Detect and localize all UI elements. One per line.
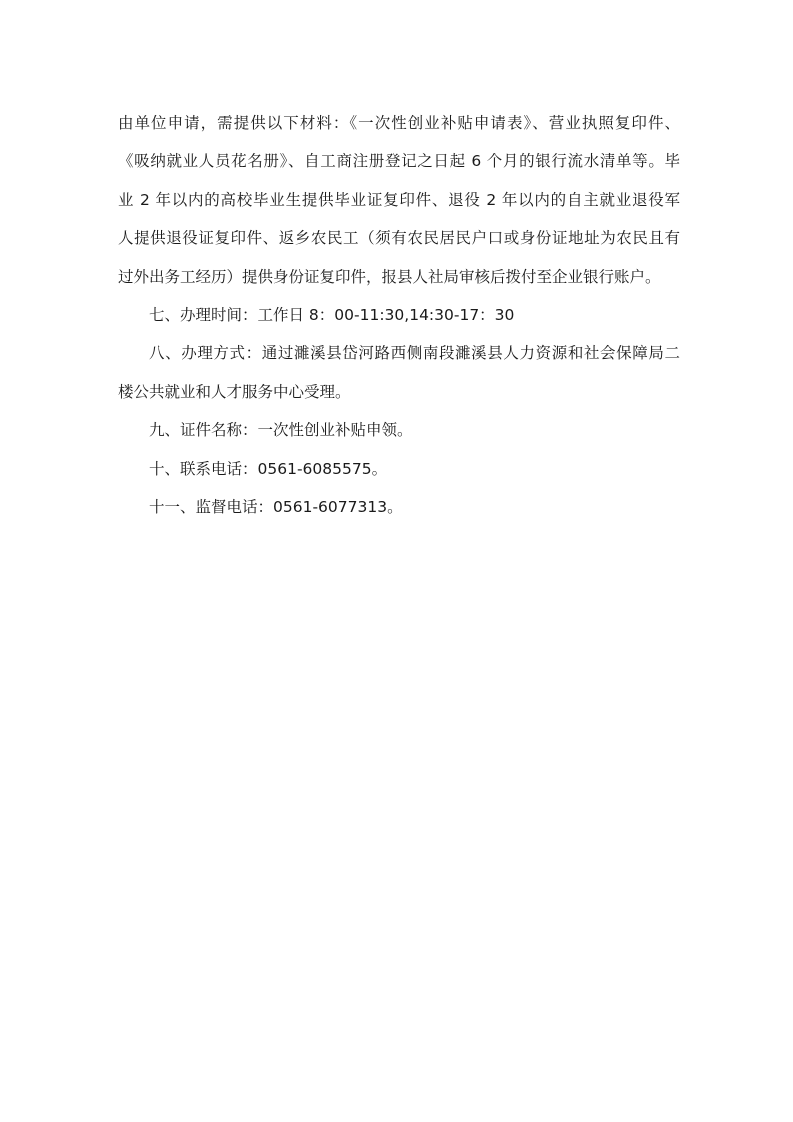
paragraph-supervision	[118, 488, 680, 526]
text-line: 《吸纳就业人员花名册》、自工商注册登记之日起 6 个月的银行流水清单等。毕	[118, 152, 680, 171]
text-line: 十一、监督电话：0561-6077313。	[149, 497, 403, 516]
paragraph-method	[118, 334, 680, 411]
text-line: 八、办理方式：通过濉溪县岱河路西侧南段濉溪县人力资源和社会保障局二	[149, 344, 680, 363]
text-line: 七、办理时间：工作日 8：00-11:30,14:30-17：30	[149, 305, 515, 324]
text-line: 人提供退役证复印件、返乡农民工（须有农民居民户口或身份证地址为农民且有	[118, 229, 680, 248]
text-line: 由单位申请，需提供以下材料：《一次性创业补贴申请表》、营业执照复印件、	[118, 114, 680, 132]
text-line: 楼公共就业和人才服务中心受理。	[118, 382, 351, 401]
paragraph-office-hours	[118, 296, 680, 334]
text-line: 九、证件名称：一次性创业补贴申领。	[149, 421, 413, 440]
paragraph-materials	[118, 104, 680, 296]
paragraph-certificate	[118, 411, 680, 449]
paragraph-contact	[118, 450, 680, 488]
text-line: 业 2 年以内的高校毕业生提供毕业证复印件、退役 2 年以内的自主就业退役军	[118, 190, 680, 209]
text-line: 十、联系电话：0561-6085575。	[149, 459, 388, 478]
text-line: 过外出务工经历）提供身份证复印件，报县人社局审核后拨付至企业银行账户。	[118, 267, 661, 286]
document-body	[118, 104, 680, 526]
